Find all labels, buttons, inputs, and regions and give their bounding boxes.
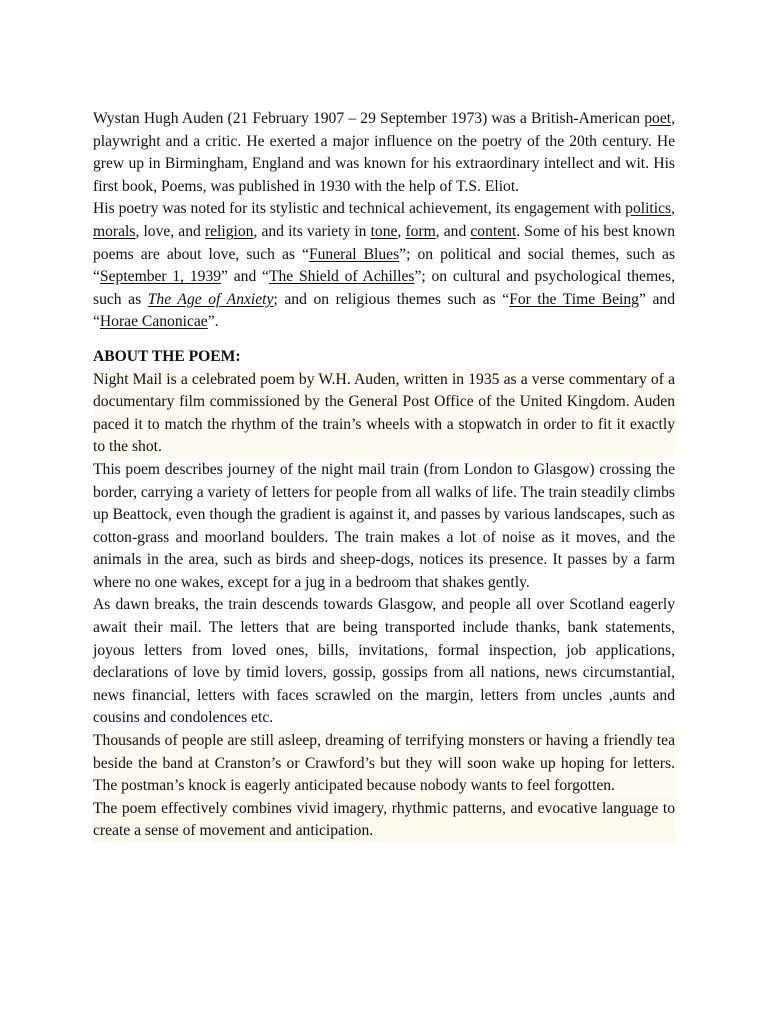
link-poet[interactable]: poet xyxy=(644,110,672,127)
link-form[interactable]: form xyxy=(405,222,436,240)
text-run: ”. xyxy=(207,313,219,331)
text-run: , and xyxy=(435,222,471,240)
about-heading: ABOUT THE POEM: xyxy=(93,347,241,365)
bio-paragraph-1 xyxy=(93,108,675,198)
text-run: ”; on cultural and psychological themes, such as xyxy=(93,268,675,308)
bio-paragraph-2 xyxy=(93,198,675,334)
about-paragraph-1: Night Mail is a celebrated poem by W.H. Auden, written in 1935 as a verse commentary of a documentary film commissioned by the General Post Office of the United Kingdom. Auden paced it to match the rhythm of the train’s wheels with a stopwatch in order to fit it exactly to the shot. xyxy=(93,369,675,459)
link-religion[interactable]: religion xyxy=(204,222,254,240)
link-shield-of-achilles[interactable]: The Shield of Achilles xyxy=(268,268,415,286)
link-tone[interactable]: tone xyxy=(370,222,398,240)
text-run: His poetry was noted for its stylistic and technical achievement, its engagement with xyxy=(93,200,626,218)
text-run: , and its variety in xyxy=(253,222,371,240)
text-run: , xyxy=(671,200,675,218)
text-run: ; and on religious themes such as “ xyxy=(273,290,510,308)
text-run: . Some of his best known poems are about love, such as “ xyxy=(93,222,676,263)
link-morals[interactable]: morals xyxy=(93,222,136,240)
document-body xyxy=(93,108,675,843)
link-content[interactable]: content xyxy=(470,222,517,240)
link-horae-canonicae[interactable]: Horae Canonicae xyxy=(99,313,208,331)
text-run: , xyxy=(397,222,406,240)
link-for-the-time-being[interactable]: For the Time Being xyxy=(509,290,639,308)
about-paragraph-5: The poem effectively combines vivid imagery, rhythmic patterns, and evocative language to create a sense of movement and anticipation. xyxy=(93,798,675,843)
about-paragraph-4: Thousands of people are still asleep, dreaming of terrifying monsters or having a friendly tea beside the band at Cranston’s or Crawford’s but they will soon wake up hoping for letters. The postman’s knock is eagerly anticipated because nobody wants to feel forgotten. xyxy=(93,730,675,798)
link-politics[interactable]: politics xyxy=(625,200,672,218)
text-run: ” and “ xyxy=(93,290,675,331)
link-funeral-blues[interactable]: Funeral Blues xyxy=(308,245,400,263)
text-run: ” and “ xyxy=(221,268,269,286)
text-run: , love, and xyxy=(135,222,205,240)
text-run: Wystan Hugh Auden (21 February 1907 – 29 September 1973) was a British-American xyxy=(93,110,645,127)
about-paragraph-2: This poem describes journey of the night mail train (from London to Glasgow) crossing the border, carrying a variety of letters for people from all walks of life. The train steadily climbs up Beattock, even though the gradient is against it, and passes by various landscapes, such as cotton-grass and moorland boulders. The train makes a lot of noise as it moves, and the animals in the area, such as birds and sheep-dogs, notices its presence. It passes by a farm where no one wakes, except for a jug in a bedroom that shakes gently. xyxy=(93,460,675,591)
text-run: , playwright and a critic. He exerted a major influence on the poetry of the 20th century. He grew up in Birmingham, England and was known for his extraordinary intellect and wit. His first book, Poems, was published in 1930 with the help of T.S. Eliot. xyxy=(93,110,675,195)
about-paragraph-3: As dawn breaks, the train descends towards Glasgow, and people all over Scotland eagerly await their mail. The letters that are being transported include thanks, bank statements, joyous letters from loved ones, bills, invitations, formal inspection, job applications, declarations of love by timid lovers, gossip, gossips from all nations, news circumstantial, news financial, letters with faces scrawled on the margin, letters from uncles ,aunts and cousins and condolences etc. xyxy=(93,596,675,727)
link-september-1939[interactable]: September 1, 1939 xyxy=(99,268,222,286)
link-age-of-anxiety[interactable]: The Age of Anxiety xyxy=(147,290,274,308)
text-run: ”; on political and social themes, such as “ xyxy=(93,245,676,286)
